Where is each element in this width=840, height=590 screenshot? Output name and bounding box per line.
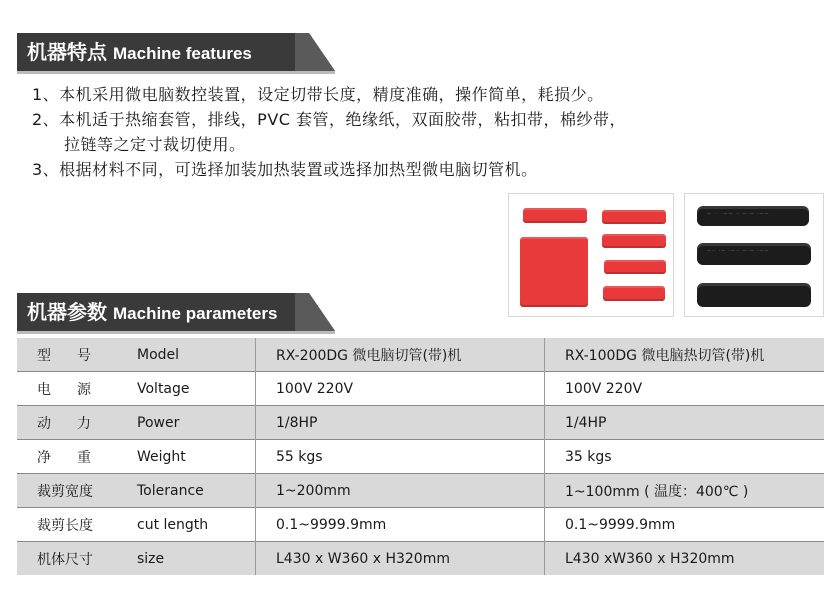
feature-item: 3、根据材料不同，可选择加装加热装置或选择加热型微电脑切管机。 (32, 160, 538, 179)
black-tube-piece: —·· ·— ·—·· —·— ·—— (697, 243, 811, 265)
param-label-cn: 动力 (17, 406, 117, 440)
table-row (17, 338, 824, 372)
param-label-cn: 裁剪长度 (17, 508, 117, 542)
table-row (17, 474, 824, 508)
param-value-b: L430 xW360 x H320mm (545, 542, 825, 576)
param-value-a: 1/8HP (256, 406, 545, 440)
param-label-cn: 机体尺寸 (17, 542, 117, 576)
param-value-b: 35 kgs (545, 440, 825, 474)
param-label-en: cut length (117, 508, 256, 542)
param-label-en: Weight (117, 440, 256, 474)
param-label-cn: 净重 (17, 440, 117, 474)
features-title: 机器特点 Machine features (27, 40, 252, 64)
param-label-en: Model (117, 338, 256, 372)
param-label-cn: 型号 (17, 338, 117, 372)
param-value-a: L430 x W360 x H320mm (256, 542, 545, 576)
param-label-en: Tolerance (117, 474, 256, 508)
black-tube-photo (684, 193, 824, 317)
red-tube-piece (520, 237, 588, 307)
params-table (17, 338, 824, 575)
red-tube-photo (508, 193, 674, 317)
table-row (17, 542, 824, 576)
param-value-a: RX-200DG 微电脑切管(带)机 (256, 338, 545, 372)
params-title: 机器参数 Machine parameters (27, 300, 278, 324)
table-row (17, 508, 824, 542)
feature-item: 2、本机适于热缩套管，排线，PVC 套管，绝缘纸，双面胶带，粘扣带，棉纱带， (32, 110, 627, 129)
param-value-b: 100V 220V (545, 372, 825, 406)
param-value-b: RX-100DG 微电脑热切管(带)机 (545, 338, 825, 372)
header-underline (17, 71, 335, 74)
feature-item: 拉链等之定寸裁切使用。 (64, 135, 246, 154)
param-value-a: 55 kgs (256, 440, 545, 474)
param-label-cn: 电源 (17, 372, 117, 406)
feature-item: 1、本机采用微电脑数控装置，设定切带长度，精度准确，操作简单，耗损少。 (32, 85, 604, 104)
red-tube-piece (523, 208, 587, 223)
param-value-b: 1/4HP (545, 406, 825, 440)
param-label-en: Power (117, 406, 256, 440)
features-header (17, 33, 335, 71)
red-tube-piece (604, 260, 666, 274)
features-list (32, 82, 832, 182)
param-label-cn: 裁剪宽度 (17, 474, 117, 508)
table-row (17, 406, 824, 440)
param-label-en: size (117, 542, 256, 576)
black-tube-piece: — ·· ·—— ·· —·— ·—— (697, 206, 809, 226)
param-value-b: 0.1~9999.9mm (545, 508, 825, 542)
param-value-a: 1~200mm (256, 474, 545, 508)
param-value-a: 0.1~9999.9mm (256, 508, 545, 542)
table-row (17, 372, 824, 406)
red-tube-piece (602, 234, 666, 248)
red-tube-piece (602, 210, 666, 224)
black-tube-piece (697, 283, 811, 307)
param-value-a: 100V 220V (256, 372, 545, 406)
header-underline (17, 331, 335, 334)
params-header (17, 293, 335, 331)
table-row (17, 440, 824, 474)
param-value-b: 1~100mm ( 温度：400℃ ) (545, 474, 825, 508)
param-label-en: Voltage (117, 372, 256, 406)
red-tube-piece (603, 286, 665, 301)
